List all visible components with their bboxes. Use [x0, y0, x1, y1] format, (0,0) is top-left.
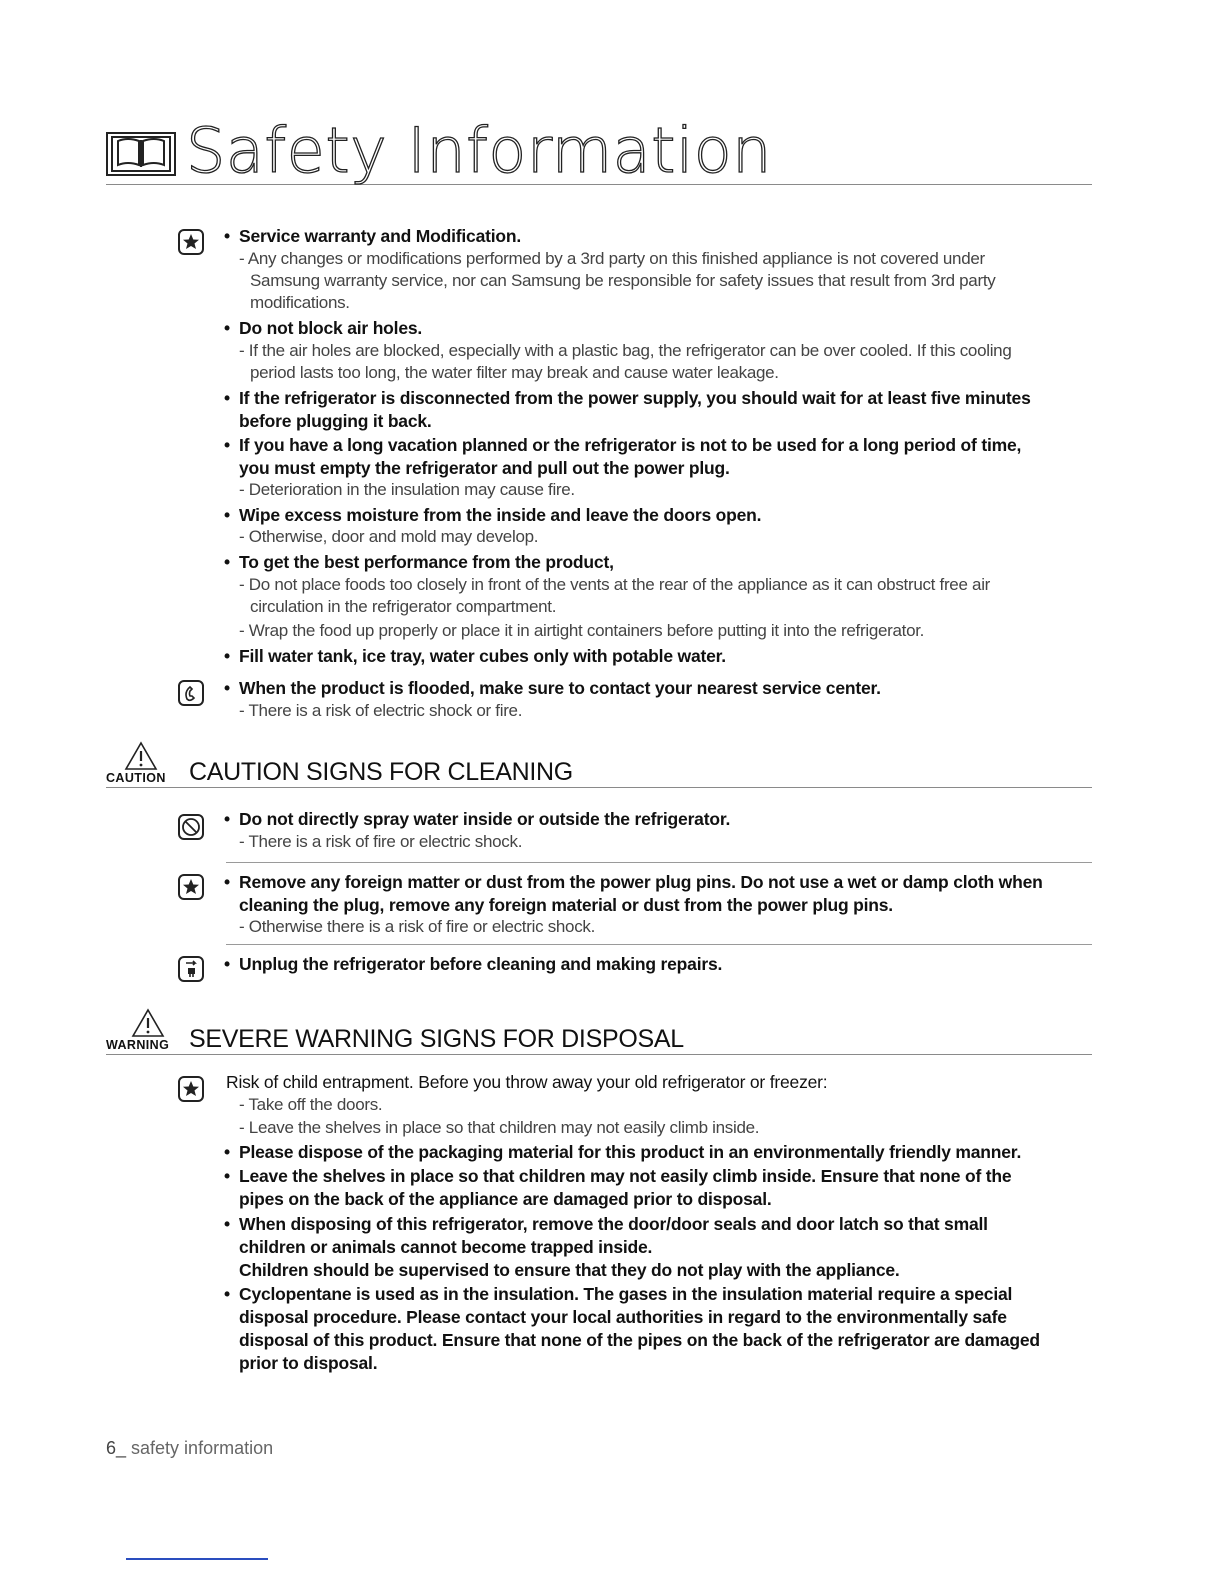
intro-text: Risk of child entrapment. Before you throw away your old refrigerator or freezer:: [226, 1072, 828, 1092]
divider: [226, 944, 1092, 945]
detail-text: modifications.: [250, 293, 350, 312]
list-item-cont: you must empty the refrigerator and pull out the power plug.: [239, 458, 730, 478]
footer-rule: [126, 1558, 268, 1560]
list-item-cont: disposal of this product. Ensure that none of the pipes on the back of the refrigerator are damaged: [239, 1330, 1040, 1350]
list-item: • Service warranty and Modification.: [239, 225, 521, 248]
list-item: • Do not block air holes.: [239, 317, 422, 340]
section-title: SEVERE WARNING SIGNS FOR DISPOSAL: [189, 1025, 684, 1053]
detail-text: - Deterioration in the insulation may cause fire.: [239, 480, 575, 499]
page-number: 6_: [106, 1438, 127, 1458]
divider: [226, 862, 1092, 863]
list-item: • Cyclopentane is used as in the insulation. The gases in the insulation material require a special: [239, 1283, 1012, 1306]
list-item: • When disposing of this refrigerator, remove the door/door seals and door latch so that small: [239, 1213, 988, 1236]
list-item: • Unplug the refrigerator before cleaning and making repairs.: [239, 953, 722, 976]
detail-text: - There is a risk of fire or electric shock.: [239, 832, 523, 851]
list-item: • Leave the shelves in place so that children may not easily climb inside. Ensure that none of the: [239, 1165, 1011, 1188]
list-item: • If you have a long vacation planned or the refrigerator is not to be used for a long period of time,: [239, 434, 1021, 457]
list-item-cont: children or animals cannot become trapped inside.: [239, 1237, 653, 1257]
list-item: • Please dispose of the packaging material for this product in an environmentally friendly manner.: [239, 1141, 1021, 1164]
detail-text: Samsung warranty service, nor can Samsung be responsible for safety issues that result from 3rd party: [250, 271, 996, 290]
page-header: [106, 114, 1092, 187]
warning-triangle-icon: [131, 1008, 165, 1038]
list-item: • Fill water tank, ice tray, water cubes only with potable water.: [239, 645, 726, 668]
star-icon: [178, 874, 204, 900]
star-icon: [178, 229, 204, 255]
detail-text: - Otherwise, door and mold may develop.: [239, 527, 539, 546]
detail-text: - There is a risk of electric shock or fire.: [239, 701, 523, 720]
list-item-cont: prior to disposal.: [239, 1353, 378, 1373]
list-item: • When the product is flooded, make sure to contact your nearest service center.: [239, 677, 881, 700]
list-item-cont: disposal procedure. Please contact your local authorities in regard to the environmentally safe: [239, 1307, 1007, 1327]
detail-text: - Wrap the food up properly or place it in airtight containers before putting it into the refrigerator.: [239, 621, 925, 640]
warning-triangle-icon: [124, 741, 158, 771]
section-title: CAUTION SIGNS FOR CLEANING: [189, 758, 573, 786]
detail-text: - If the air holes are blocked, especially with a plastic bag, the refrigerator can be over cooled. If this cooling: [239, 341, 1012, 360]
list-item-cont: Children should be supervised to ensure that they do not play with the appliance.: [239, 1260, 900, 1280]
footer-label: safety information: [126, 1438, 274, 1458]
phone-icon: [178, 680, 204, 706]
page-footer: [106, 1438, 273, 1459]
list-item: • If the refrigerator is disconnected from the power supply, you should wait for at least five minutes: [239, 387, 1031, 410]
prohibited-icon: [178, 814, 204, 840]
caution-tag: CAUTION: [106, 771, 166, 785]
list-item: • Wipe excess moisture from the inside and leave the doors open.: [239, 504, 761, 527]
detail-text: period lasts too long, the water filter may break and cause water leakage.: [250, 363, 779, 382]
warning-header: [106, 1008, 1092, 1055]
book-icon: [106, 132, 176, 176]
list-item: • Do not directly spray water inside or outside the refrigerator.: [239, 808, 730, 831]
list-item-cont: before plugging it back.: [239, 411, 432, 431]
list-item-cont: pipes on the back of the appliance are damaged prior to disposal.: [239, 1189, 772, 1209]
caution-header: [106, 741, 1092, 788]
detail-text: - Take off the doors.: [239, 1095, 383, 1114]
list-item: • To get the best performance from the product,: [239, 551, 614, 574]
list-item: • Remove any foreign matter or dust from the power plug pins. Do not use a wet or damp cloth when: [239, 871, 1043, 894]
detail-text: - Otherwise there is a risk of fire or electric shock.: [239, 917, 596, 936]
detail-text: - Do not place foods too closely in front of the vents at the rear of the appliance as it can obstruct free air: [239, 575, 991, 594]
star-icon: [178, 1076, 204, 1102]
page-title: Safety Information: [186, 114, 772, 187]
detail-text: - Any changes or modifications performed by a 3rd party on this finished appliance is not covered under: [239, 249, 985, 268]
detail-text: - Leave the shelves in place so that children may not easily climb inside.: [239, 1118, 760, 1137]
list-item-cont: cleaning the plug, remove any foreign material or dust from the power plug pins.: [239, 895, 893, 915]
unplug-icon: [178, 956, 204, 982]
warning-tag: WARNING: [106, 1038, 170, 1052]
detail-text: circulation in the refrigerator compartment.: [250, 597, 557, 616]
